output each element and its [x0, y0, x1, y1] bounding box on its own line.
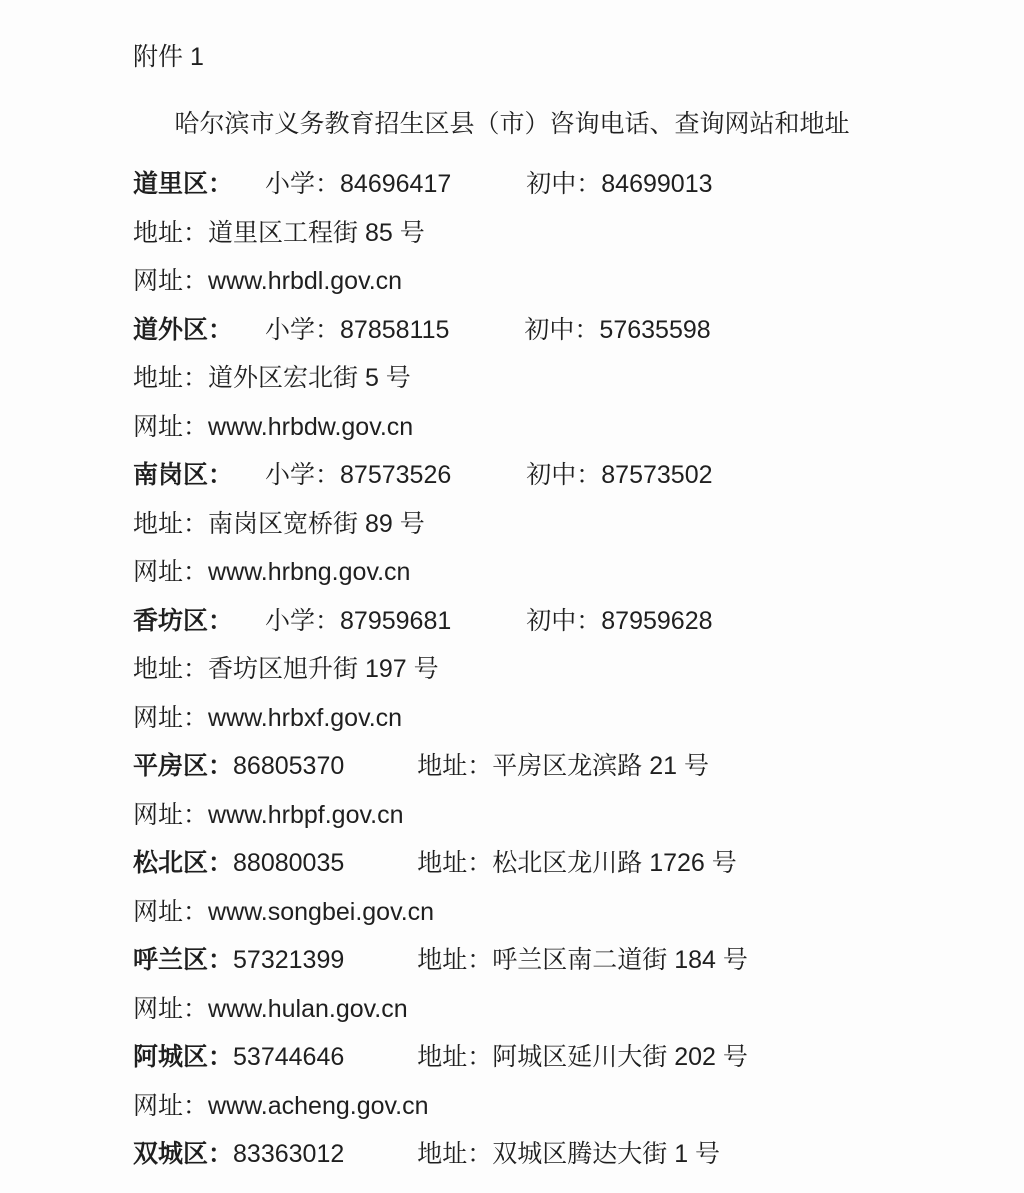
website-label: 网址： — [133, 558, 209, 586]
middle-school-phone: 84699013 — [601, 170, 713, 198]
middle-school-label: 初中： — [526, 461, 602, 489]
district-block — [133, 936, 984, 1033]
primary-school-label: 小学： — [265, 170, 341, 198]
primary-school-phone: 87858115 — [340, 315, 450, 344]
website-label: 网址： — [133, 1091, 209, 1120]
primary-school-label: 小学： — [265, 461, 341, 489]
website-line — [133, 985, 984, 1034]
district-name: 松北区： — [133, 849, 234, 877]
address-text: 阿城区延川大街 202 号 — [492, 1043, 748, 1071]
district-block — [133, 1130, 984, 1179]
district-name: 道外区： — [133, 315, 234, 344]
attachment-label: 附件 1 — [133, 43, 204, 71]
address-line — [133, 209, 984, 258]
website-label: 网址： — [133, 800, 209, 829]
website-url: www.acheng.gov.cn — [208, 1091, 429, 1120]
district-name: 双城区： — [133, 1140, 234, 1168]
primary-school-phone: 84696417 — [340, 170, 452, 198]
address-text: 道里区工程街 85 号 — [208, 218, 425, 247]
phone-number: 86805370 — [233, 752, 345, 780]
address-line — [133, 354, 984, 403]
address-label: 地址： — [133, 364, 209, 392]
middle-school-phone: 87573502 — [601, 461, 713, 489]
middle-school-phone: 57635598 — [599, 315, 711, 344]
address-label: 地址： — [417, 1140, 493, 1168]
address-label: 地址： — [133, 218, 209, 247]
district-name: 香坊区： — [133, 606, 234, 635]
website-line — [133, 888, 984, 937]
website-url: www.songbei.gov.cn — [208, 897, 435, 926]
phone-number: 53744646 — [233, 1043, 345, 1071]
phone-number: 88080035 — [233, 849, 345, 877]
website-line — [133, 548, 984, 597]
primary-school-label: 小学： — [265, 315, 341, 344]
website-line — [133, 1082, 984, 1131]
phone-number: 83363012 — [233, 1140, 345, 1168]
address-text: 道外区宏北街 5 号 — [208, 364, 411, 392]
website-line — [133, 403, 984, 452]
address-label: 地址： — [417, 1043, 493, 1071]
website-url: www.hulan.gov.cn — [208, 994, 408, 1023]
middle-school-label: 初中： — [526, 606, 602, 635]
website-line — [133, 791, 984, 840]
phones-line — [133, 306, 984, 355]
district-block — [133, 597, 984, 743]
phone-address-line — [133, 742, 984, 791]
district-name: 南岗区： — [133, 461, 234, 489]
district-list — [133, 160, 984, 1179]
website-url: www.hrbng.gov.cn — [208, 558, 411, 586]
primary-school-phone: 87959681 — [340, 606, 452, 635]
website-line — [133, 257, 984, 306]
primary-school-phone: 87573526 — [340, 461, 452, 489]
district-block — [133, 306, 984, 452]
address-label: 地址： — [417, 752, 493, 780]
address-label: 地址： — [417, 849, 493, 877]
address-text: 香坊区旭升街 197 号 — [208, 655, 439, 683]
district-name: 平房区： — [133, 752, 234, 780]
address-line — [133, 500, 984, 549]
website-label: 网址： — [133, 267, 209, 295]
website-label: 网址： — [133, 703, 209, 732]
website-url: www.hrbpf.gov.cn — [208, 800, 404, 829]
phone-address-line — [133, 839, 984, 888]
website-url: www.hrbdw.gov.cn — [208, 412, 414, 441]
phone-address-line — [133, 936, 984, 985]
district-block — [133, 1033, 984, 1130]
district-name: 阿城区： — [133, 1043, 234, 1071]
district-block — [133, 839, 984, 936]
district-block — [133, 742, 984, 839]
middle-school-label: 初中： — [524, 315, 600, 344]
website-url: www.hrbdl.gov.cn — [208, 267, 403, 295]
address-line — [133, 645, 984, 694]
district-block — [133, 160, 984, 306]
address-text: 南岗区宽桥街 89 号 — [208, 509, 425, 538]
middle-school-label: 初中： — [526, 170, 602, 198]
address-label: 地址： — [133, 655, 209, 683]
phone-address-line — [133, 1130, 984, 1179]
phone-number: 57321399 — [233, 946, 345, 974]
address-label: 地址： — [417, 946, 493, 974]
district-block — [133, 451, 984, 597]
middle-school-phone: 87959628 — [601, 606, 713, 635]
document-title: 哈尔滨市义务教育招生区县（市）咨询电话、查询网站和地址 — [174, 110, 850, 138]
phones-line — [133, 597, 984, 646]
website-label: 网址： — [133, 994, 209, 1023]
address-label: 地址： — [133, 509, 209, 538]
primary-school-label: 小学： — [265, 606, 341, 635]
website-label: 网址： — [133, 897, 209, 926]
phones-line — [133, 160, 984, 209]
address-text: 松北区龙川路 1726 号 — [492, 849, 737, 877]
district-name: 呼兰区： — [133, 946, 234, 974]
district-name: 道里区： — [133, 170, 234, 198]
address-text: 平房区龙滨路 21 号 — [492, 752, 709, 780]
website-url: www.hrbxf.gov.cn — [208, 703, 403, 732]
address-text: 呼兰区南二道街 184 号 — [492, 946, 748, 974]
phones-line — [133, 451, 984, 500]
phone-address-line — [133, 1033, 984, 1082]
website-label: 网址： — [133, 412, 209, 441]
address-text: 双城区腾达大街 1 号 — [492, 1140, 721, 1168]
website-line — [133, 694, 984, 743]
